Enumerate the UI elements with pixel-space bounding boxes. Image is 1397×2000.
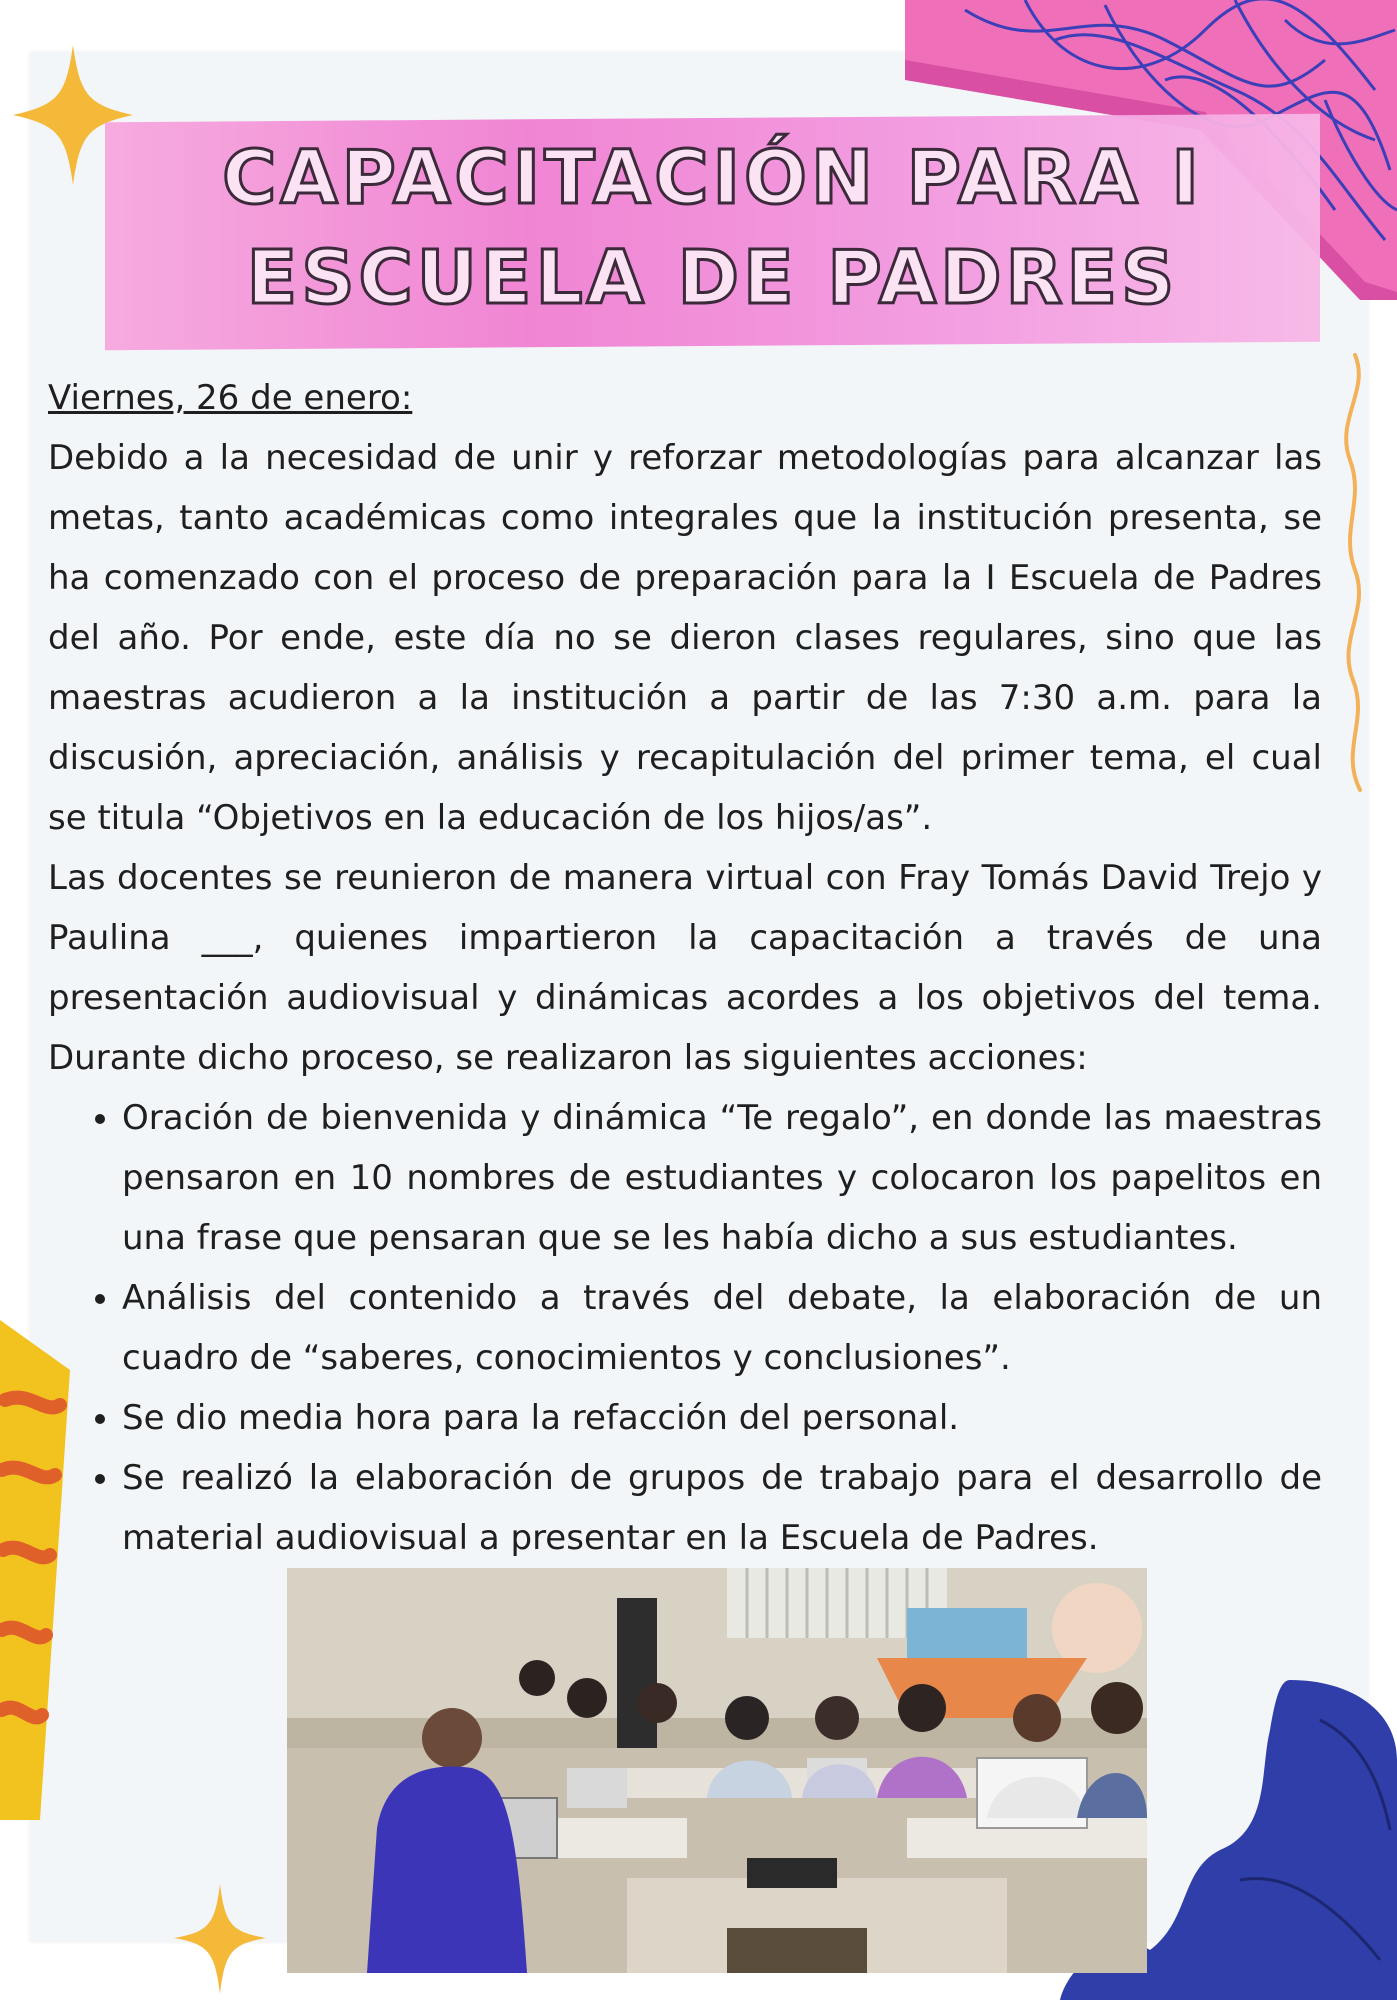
date-heading: Viernes, 26 de enero: [48, 378, 413, 418]
title-line-1: CAPACITACIÓN PARA I [222, 135, 1203, 221]
teachers-meeting-photo [287, 1568, 1147, 1973]
list-item: • Análisis del contenido a través del debate, la elaboración de un cuadro de “saberes, conocimientos y conclusiones”. [122, 1268, 1322, 1388]
list-item: • Se realizó la elaboración de grupos de trabajo para el desarrollo de material audiovisual a presentar en la Escuela de Padres. [122, 1448, 1322, 1568]
list-item: • Se dio media hora para la refacción del personal. [122, 1388, 1322, 1448]
title-line-2: ESCUELA DE PADRES [246, 235, 1179, 321]
paragraph-meeting: Las docentes se reunieron de manera virtual con Fray Tomás David Trejo y Paulina ___, quienes impartieron la capacitación a través de una presentación audiovisual y dinámicas acordes a los objetivos del tema. Durante dicho proceso, se realizaron las siguientes acciones: [48, 858, 1322, 1078]
actions-list [48, 1088, 1322, 1568]
orange-wave-decoration [1325, 350, 1385, 800]
page-title [105, 128, 1320, 328]
article-body [48, 368, 1322, 1568]
photo-illustration [287, 1568, 1147, 1973]
list-item: • Oración de bienvenida y dinámica “Te regalo”, en donde las maestras pensaron en 10 nombres de estudiantes y colocaron los papelitos en una frase que pensaran que se les había dicho a sus estudiantes. [122, 1088, 1322, 1268]
paragraph-intro: Debido a la necesidad de unir y reforzar metodologías para alcanzar las metas, tanto académicas como integrales que la institución presenta, se ha comenzado con el proceso de preparación para la I Escuela de Padres del año. Por ende, este día no se dieron clases regulares, sino que las maestras acudieron a la institución a partir de las 7:30 a.m. para la discusión, apreciación, análisis y recapitulación del primer tema, el cual se titula “Objetivos en la educación de los hijos/as”. [48, 438, 1322, 838]
sparkle-bottom-left-icon [170, 1880, 270, 1998]
yellow-strip-decoration [0, 1320, 80, 1820]
